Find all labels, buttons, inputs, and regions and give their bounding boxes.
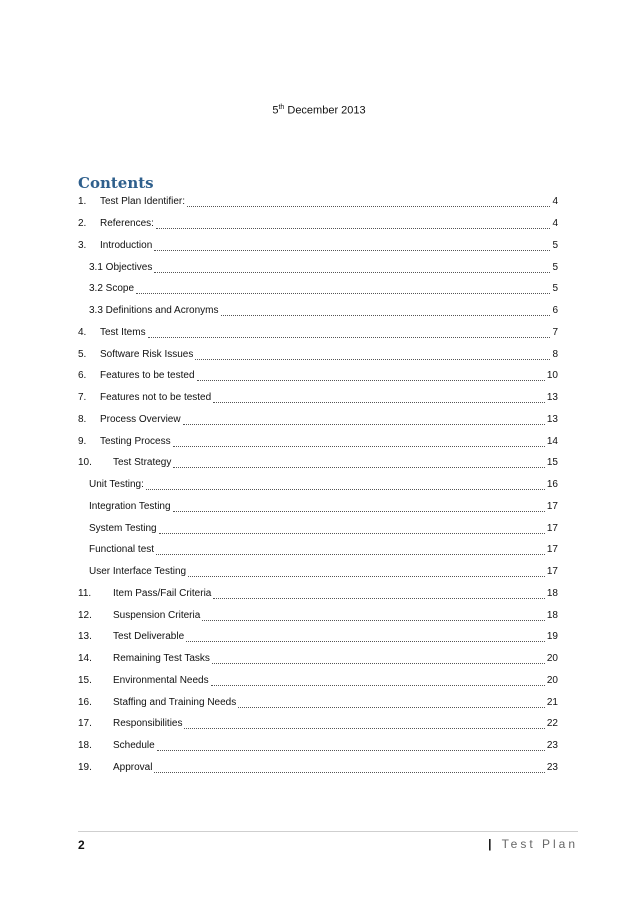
toc-dot-leader xyxy=(156,548,545,555)
toc-dot-leader xyxy=(136,287,550,294)
toc-entry-page: 19 xyxy=(546,631,558,643)
toc-entry[interactable] xyxy=(78,713,558,735)
toc-entry-number: 13. xyxy=(78,631,92,643)
toc-entry-label: 3.1 Objectives xyxy=(89,261,153,273)
toc-entry-label: User Interface Testing xyxy=(89,566,187,578)
toc-entry-label: 3.2 Scope xyxy=(89,283,135,295)
toc-dot-leader xyxy=(211,679,545,686)
date-suffix: th xyxy=(278,104,285,111)
toc-entry-page: 8 xyxy=(552,348,558,360)
toc-dot-leader xyxy=(212,657,545,664)
toc-entry-number: 6. xyxy=(78,370,87,382)
toc-entry[interactable] xyxy=(78,757,558,779)
toc-entry-page: 4 xyxy=(552,196,558,208)
toc-entry-page: 16 xyxy=(546,479,558,491)
toc-dot-leader xyxy=(156,222,551,229)
toc-entry-page: 5 xyxy=(552,283,558,295)
toc-entry[interactable] xyxy=(78,430,558,452)
toc-entry-page: 13 xyxy=(546,413,558,425)
toc-entry-number: 2. xyxy=(78,218,87,230)
toc-entry[interactable] xyxy=(78,452,558,474)
toc-entry-label: 3.3 Definitions and Acronyms xyxy=(89,305,219,317)
toc-dot-leader xyxy=(154,244,550,251)
toc-entry[interactable] xyxy=(78,691,558,713)
toc-entry-page: 5 xyxy=(552,239,558,251)
toc-entry[interactable] xyxy=(78,256,558,278)
toc-dot-leader xyxy=(146,483,545,490)
toc-entry[interactable] xyxy=(78,474,558,496)
toc-entry[interactable] xyxy=(78,300,558,322)
toc-entry[interactable] xyxy=(78,604,558,626)
toc-dot-leader xyxy=(213,396,545,403)
toc-dot-leader xyxy=(173,461,545,468)
toc-entry-label: Features to be tested xyxy=(100,370,195,382)
toc-entry[interactable] xyxy=(78,213,558,235)
toc-entry-number: 10. xyxy=(78,457,92,469)
toc-entry-number: 17. xyxy=(78,718,92,730)
toc-entry-number: 19. xyxy=(78,761,92,773)
toc-entry-label: Features not to be tested xyxy=(100,392,212,404)
toc-entry[interactable] xyxy=(78,387,558,409)
footer-doc-title-block xyxy=(488,837,578,851)
toc-entry[interactable] xyxy=(78,735,558,757)
date-day: 5 xyxy=(272,104,279,117)
toc-entry-page: 4 xyxy=(552,218,558,230)
toc-entry-page: 18 xyxy=(546,609,558,621)
toc-entry-label: Environmental Needs xyxy=(113,674,209,686)
toc-entry-label: Introduction xyxy=(100,239,153,251)
toc-entry-label: Testing Process xyxy=(100,435,171,447)
toc-entry[interactable] xyxy=(78,409,558,431)
toc-entry-label: Integration Testing xyxy=(89,500,171,512)
toc-entry[interactable] xyxy=(78,648,558,670)
toc-dot-leader xyxy=(186,635,545,642)
toc-entry-page: 13 xyxy=(546,392,558,404)
toc-dot-leader xyxy=(202,614,545,621)
toc-entry-label: Test Deliverable xyxy=(113,631,185,643)
toc-entry-label: Schedule xyxy=(113,740,155,752)
toc-entry-number: 1. xyxy=(78,196,87,208)
toc-entry-page: 10 xyxy=(546,370,558,382)
toc-entry[interactable] xyxy=(78,626,558,648)
toc-dot-leader xyxy=(173,440,545,447)
toc-entry-number: 3. xyxy=(78,239,87,251)
toc-entry-label: Process Overview xyxy=(100,413,181,425)
toc-entry-page: 14 xyxy=(546,435,558,447)
toc-entry-label: Unit Testing: xyxy=(89,479,144,491)
toc-dot-leader xyxy=(154,266,550,273)
toc-dot-leader xyxy=(187,200,550,207)
toc-entry-label: Functional test xyxy=(89,544,155,556)
toc-entry[interactable] xyxy=(78,191,558,213)
table-of-contents xyxy=(78,191,558,778)
toc-entry-label: Suspension Criteria xyxy=(113,609,201,621)
toc-entry-page: 7 xyxy=(552,326,558,338)
page-footer xyxy=(78,831,578,856)
toc-entry-number: 5. xyxy=(78,348,87,360)
toc-entry[interactable] xyxy=(78,670,558,692)
toc-dot-leader xyxy=(197,374,545,381)
toc-entry-number: 14. xyxy=(78,653,92,665)
toc-entry[interactable] xyxy=(78,322,558,344)
toc-entry-number: 9. xyxy=(78,435,87,447)
toc-dot-leader xyxy=(148,331,551,338)
toc-entry-label: Staffing and Training Needs xyxy=(113,696,237,708)
footer-separator: | xyxy=(488,837,496,851)
page-number: 2 xyxy=(78,838,85,852)
date-rest: December 2013 xyxy=(284,104,366,117)
toc-dot-leader xyxy=(238,701,545,708)
toc-entry-label: Remaining Test Tasks xyxy=(113,653,210,665)
toc-entry-number: 15. xyxy=(78,674,92,686)
toc-dot-leader xyxy=(159,527,545,534)
toc-dot-leader xyxy=(188,570,545,577)
toc-entry-number: 11. xyxy=(78,587,92,599)
toc-entry-page: 23 xyxy=(546,761,558,773)
toc-entry-number: 16. xyxy=(78,696,92,708)
toc-entry-page: 17 xyxy=(546,544,558,556)
toc-entry[interactable] xyxy=(78,561,558,583)
toc-entry-label: References: xyxy=(100,218,154,230)
toc-entry[interactable] xyxy=(78,517,558,539)
toc-entry-number: 18. xyxy=(78,740,92,752)
toc-entry-page: 6 xyxy=(552,305,558,317)
toc-dot-leader xyxy=(195,353,550,360)
toc-entry[interactable] xyxy=(78,343,558,365)
toc-dot-leader xyxy=(184,722,544,729)
toc-entry-page: 20 xyxy=(546,674,558,686)
footer-doc-title: Test Plan xyxy=(501,837,578,851)
toc-entry[interactable] xyxy=(78,496,558,518)
toc-dot-leader xyxy=(221,309,551,316)
toc-entry-page: 15 xyxy=(546,457,558,469)
toc-entry[interactable] xyxy=(78,278,558,300)
toc-entry-label: Software Risk Issues xyxy=(100,348,194,360)
toc-entry[interactable] xyxy=(78,365,558,387)
toc-entry-page: 22 xyxy=(546,718,558,730)
toc-dot-leader xyxy=(213,592,545,599)
toc-entry[interactable] xyxy=(78,583,558,605)
toc-entry-number: 8. xyxy=(78,413,87,425)
toc-entry-number: 4. xyxy=(78,326,87,338)
toc-entry[interactable] xyxy=(78,235,558,257)
document-date xyxy=(0,104,638,117)
toc-entry-page: 5 xyxy=(552,261,558,273)
toc-entry-page: 17 xyxy=(546,522,558,534)
toc-entry-label: Test Items xyxy=(100,326,146,338)
toc-entry[interactable] xyxy=(78,539,558,561)
contents-heading: Contents xyxy=(78,174,154,192)
toc-entry-label: Approval xyxy=(113,761,153,773)
toc-entry-page: 17 xyxy=(546,566,558,578)
toc-entry-label: Responsibilities xyxy=(113,718,183,730)
toc-dot-leader xyxy=(157,744,545,751)
toc-entry-label: System Testing xyxy=(89,522,157,534)
toc-entry-page: 18 xyxy=(546,587,558,599)
toc-entry-page: 23 xyxy=(546,740,558,752)
toc-entry-page: 21 xyxy=(546,696,558,708)
toc-dot-leader xyxy=(183,418,545,425)
toc-entry-page: 17 xyxy=(546,500,558,512)
toc-entry-label: Test Plan Identifier: xyxy=(100,196,186,208)
toc-dot-leader xyxy=(173,505,545,512)
toc-entry-label: Item Pass/Fail Criteria xyxy=(113,587,212,599)
toc-entry-number: 7. xyxy=(78,392,87,404)
toc-entry-number: 12. xyxy=(78,609,92,621)
toc-entry-label: Test Strategy xyxy=(113,457,172,469)
toc-dot-leader xyxy=(154,766,544,773)
toc-entry-page: 20 xyxy=(546,653,558,665)
